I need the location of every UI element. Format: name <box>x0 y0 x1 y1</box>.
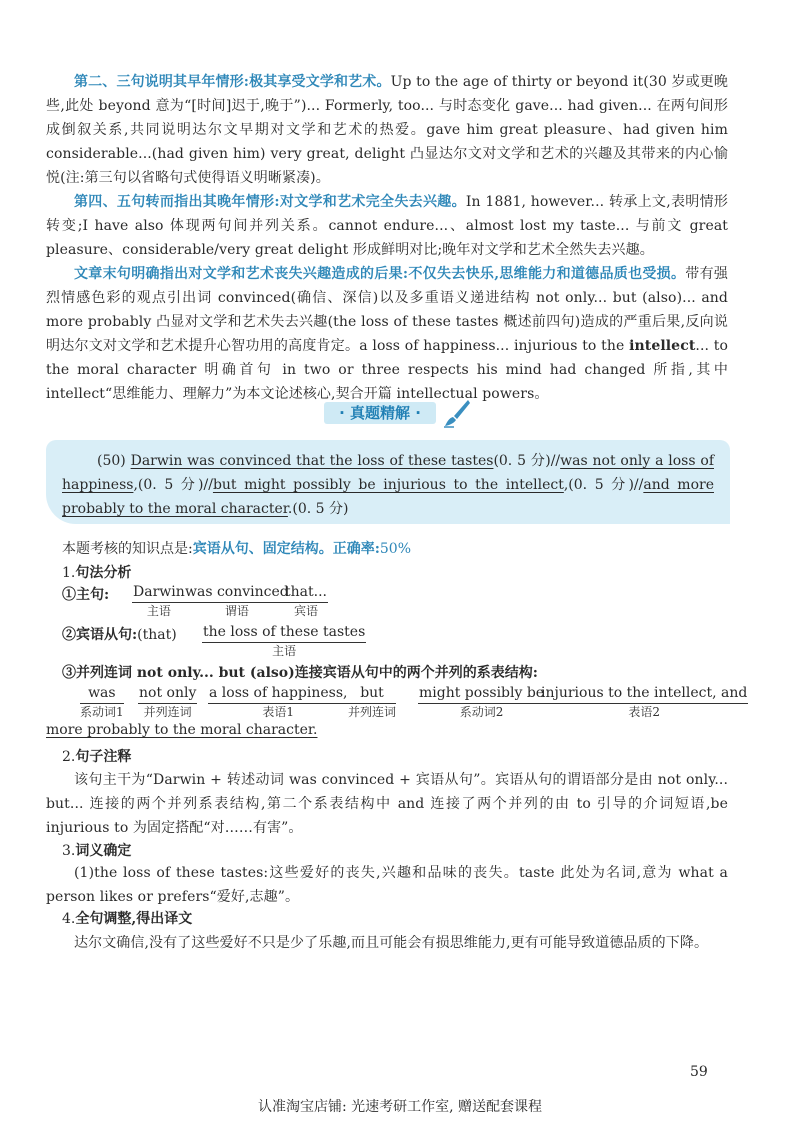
paragraph-late-years <box>46 190 728 262</box>
section-title: 全句调整,得出译文 <box>75 911 193 927</box>
parse-word: a loss of happiness, <box>208 684 348 704</box>
answer-sentence <box>62 449 714 521</box>
parse-word: not only <box>138 684 197 704</box>
object-clause-prefix: (that) <box>137 627 177 643</box>
accuracy-label: 正确率: <box>332 541 380 557</box>
paragraph-early-years <box>46 70 728 190</box>
parse-word: that... <box>284 583 328 603</box>
main-clause-label-text: ①主句: <box>62 587 110 603</box>
meaning-body: (1)the loss of these tastes:这些爱好的丧失,兴趣和品味的丧失。taste 此处为名词,意为 what a person likes or prefers“爱好,志趣”。 <box>46 865 728 905</box>
bold-term: intellect <box>629 338 696 354</box>
question-number: (50) <box>97 453 126 469</box>
parse-tag: 并列连词 <box>348 705 397 719</box>
parallel-continuation-text: more probably to the moral character. <box>46 722 318 738</box>
parse-unit <box>138 684 197 720</box>
parse-word: but <box>348 684 396 704</box>
knowledge-list: 宾语从句、固定结构。 <box>192 541 333 557</box>
accuracy-value: 50% <box>379 541 412 557</box>
parse-unit <box>418 684 545 720</box>
parse-unit <box>132 583 186 619</box>
section-number: 3. <box>62 843 76 859</box>
parse-tag: 并列连词 <box>143 705 192 719</box>
parse-unit <box>284 583 328 619</box>
paragraph-heading: 第四、五句转而指出其晚年情形:对文学和艺术完全失去兴趣。 <box>74 194 466 210</box>
parse-tag: 谓语 <box>224 604 249 618</box>
knowledge-points <box>62 538 411 558</box>
page-number: 59 <box>690 1064 708 1080</box>
parse-unit <box>540 684 748 720</box>
parse-unit <box>184 583 290 619</box>
notes-body: 该句主干为“Darwin + 转述动词 was convinced + 宾语从句”。宾语从句的谓语部分是由 not only... but... 连接的两个并列系表结构,第二个系表结构中 and 连接了两个并列的由 to 引导的介词短语,be injurious to 为固定搭配“对……有害”。 <box>46 772 728 836</box>
score-note-1: (0. 5 分)// <box>493 453 561 469</box>
parse-unit <box>348 684 396 720</box>
paragraph-consequence <box>46 262 728 406</box>
paragraph-body: 带有强烈情感色彩的观点引出词 convinced(确信、深信)以及多重语义递进结构 not only... but (also)... and more probably 凸显对文学和艺术失去兴趣(the loss of these tastes 概述前四句)造成的严重后果,反向说明达尔文对文学和艺术提升心智功用的高度肯定。a loss of happiness... injurious to the <box>46 266 728 354</box>
parse-tag: 系动词2 <box>459 705 504 719</box>
section-banner <box>324 398 484 428</box>
object-clause-label <box>62 624 177 644</box>
answer-segment-1: Darwin was convinced that the loss of these tastes <box>130 453 494 469</box>
page-footer: 认准淘宝店铺: 光速考研工作室, 赠送配套课程 <box>257 1099 543 1115</box>
section-number: 1. <box>62 565 76 581</box>
parse-word: was <box>80 684 124 704</box>
parse-tag: 系动词1 <box>80 705 124 719</box>
parallel-structure-label <box>62 662 538 682</box>
paragraph-heading: 文章末句明确指出对文学和艺术丧失兴趣造成的后果:不仅失去快乐,思维能力和道德品质也受损。 <box>74 266 686 282</box>
parse-tag: 主语 <box>146 604 171 618</box>
section-title: 词义确定 <box>75 843 132 859</box>
parse-tag: 宾语 <box>293 604 318 618</box>
banner-label: · 真题精解 · <box>339 404 421 422</box>
object-clause-label-text: ②宾语从句: <box>62 627 138 643</box>
score-note-4: .(0. 5 分) <box>287 501 349 517</box>
parse-word: was convinced <box>184 583 290 603</box>
parse-word: might possibly be <box>418 684 545 704</box>
parallel-continuation <box>46 722 317 738</box>
paragraph-body: ... to the moral character 明确首句 in two or three respects his mind had changed 所指,其中 intellect“思维能力、理解力”为本文论述核心,契合开篇 intellectual powers。 <box>46 338 728 402</box>
paragraph-body: In 1881, however... 转承上文,表明情形转变;I have also 体现两句间并列关系。cannot endure...、almost lost my taste... 与前文 great pleasure、considerable/very great delight 形成鲜明对比;晚年对文学和艺术全然失去兴趣。 <box>46 194 728 258</box>
translation-body: 达尔文确信,没有了这些爱好不只是少了乐趣,而且可能会有损思维能力,更有可能导致道德品质的下降。 <box>74 935 709 951</box>
paragraph-heading: 第二、三句说明其早年情形:极其享受文学和艺术。 <box>74 74 391 90</box>
section-title-notes <box>62 746 131 766</box>
parallel-label-text: ③并列连词 not only... but (also)连接宾语从句中的两个并列的系表结构: <box>62 665 538 681</box>
parse-unit <box>208 684 348 720</box>
parse-tag: 表语1 <box>262 705 295 719</box>
score-note-2: ,(0. 5 分)// <box>133 477 213 493</box>
parse-word: Darwin <box>132 583 186 603</box>
section-number: 4. <box>62 911 76 927</box>
parse-tag: 表语2 <box>628 705 660 719</box>
answer-segment-2: was not only a loss of happiness <box>62 453 714 493</box>
knowledge-prefix: 本题考核的知识点是: <box>62 541 193 557</box>
section-title-translation <box>62 908 192 928</box>
section-number: 2. <box>62 749 76 765</box>
answer-segment-4: and more probably to the moral character <box>62 477 714 517</box>
parse-word: injurious to the intellect, and <box>540 684 748 704</box>
section-title: 句法分析 <box>75 565 132 581</box>
section-title: 句子注释 <box>75 749 132 765</box>
answer-segment-3: but might possibly be injurious to the intellect <box>212 477 564 493</box>
brush-icon <box>442 398 472 428</box>
parse-tag: 主语 <box>272 644 297 658</box>
parse-unit <box>202 623 366 659</box>
parse-word: the loss of these tastes <box>202 623 366 643</box>
parse-unit <box>80 684 124 720</box>
main-clause-label <box>62 584 109 604</box>
paragraph-body: Up to the age of thirty or beyond it(30 岁或更晚些,此处 beyond 意为“[时间]迟于,晚于”)... Formerly, too... 与时态变化 gave... had given... 在两句间形成倒叙关系,共同说明达尔文早期对文学和艺术的热爱。gave him great pleasure、had given him considerable...(had given him) very great, delight 凸显达尔文对文学和艺术的兴趣及其带来的内心愉悦(注:第三句以省略句式使得语义明晰紧凑)。 <box>46 74 729 186</box>
score-note-3: ,(0. 5 分)// <box>563 477 644 493</box>
section-title-meaning <box>62 840 131 860</box>
section-title-syntax <box>62 562 131 582</box>
